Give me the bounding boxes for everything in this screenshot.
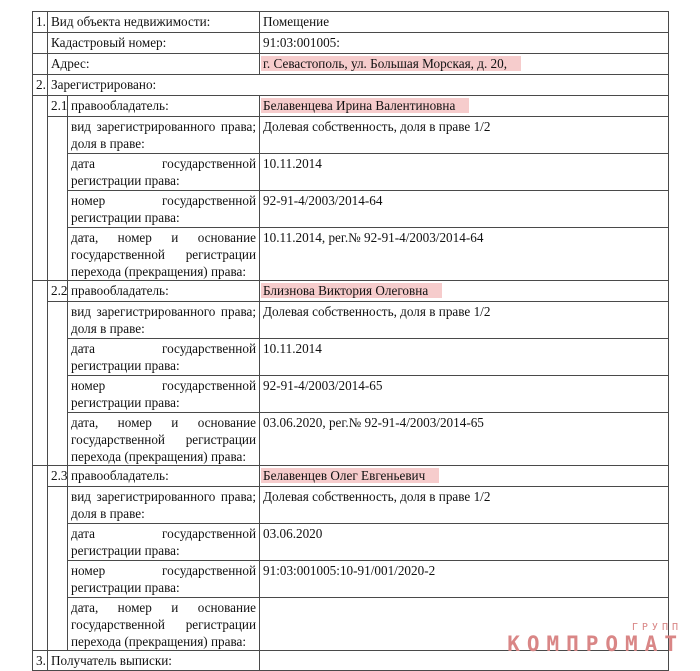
holder-number: 2.3 [48,466,68,487]
reg-number-value: 91:03:001005:10-91/001/2020-2 [260,561,669,598]
recipient-label: Получатель выписки: [48,651,260,671]
row-registered [33,75,669,96]
address-value [260,54,669,75]
right-type-value: Долевая собственность, доля в праве 1/2 [260,117,669,154]
reg-date-label: дата государственной регистрации права: [68,339,260,376]
address-highlight: г. Севастополь, ул. Большая Морская, д. 20, [261,56,521,71]
row-reg-date [33,339,669,376]
object-type-label: Вид объекта недвижимости: [48,12,260,33]
holder-name [260,281,669,302]
holder-label: правообладатель: [68,281,260,302]
reg-date-label: дата государственной регистрации права: [68,154,260,191]
holder-number: 2.2 [48,281,68,302]
row-reg-number [33,376,669,413]
holder-number: 2.1 [48,96,68,117]
holder-name-highlight: Белавенцева Ирина Валентиновна [261,98,469,113]
reg-number-label: номер государственной регистрации права: [68,561,260,598]
watermark-main: КОМПРОМАТ [507,632,684,656]
object-type-value: Помещение [260,12,669,33]
holder-label: правообладатель: [68,96,260,117]
row-object-type [33,12,669,33]
holder-label: правообладатель: [68,466,260,487]
row-transfer [33,228,669,281]
section-number: 1. [33,12,48,33]
right-type-value: Долевая собственность, доля в праве 1/2 [260,487,669,524]
holder-name-highlight: Белавенцев Олег Евгеньевич [261,468,439,483]
right-type-label: вид зарегистрированного права; доля в праве: [68,117,260,154]
transfer-value: 10.11.2014, рег.№ 92-91-4/2003/2014-64 [260,228,669,281]
row-holder [33,466,669,487]
watermark-top: ГРУПП [631,622,682,633]
transfer-label: дата, номер и основание государственной регистрации перехода (прекращения) права: [68,413,260,466]
right-type-value: Долевая собственность, доля в праве 1/2 [260,302,669,339]
reg-number-value: 92-91-4/2003/2014-65 [260,376,669,413]
reg-date-value: 03.06.2020 [260,524,669,561]
right-type-label: вид зарегистрированного права; доля в праве: [68,302,260,339]
row-reg-number [33,191,669,228]
address-label: Адрес: [48,54,260,75]
row-address [33,54,669,75]
cadastral-value: 91:03:001005: [260,33,669,54]
reg-number-label: номер государственной регистрации права: [68,191,260,228]
reg-number-value: 92-91-4/2003/2014-64 [260,191,669,228]
right-type-label: вид зарегистрированного права; доля в праве: [68,487,260,524]
reg-date-value: 10.11.2014 [260,154,669,191]
holder-name-highlight: Близнова Виктория Олеговна [261,283,442,298]
transfer-value: 03.06.2020, рег.№ 92-91-4/2003/2014-65 [260,413,669,466]
row-reg-date [33,524,669,561]
holder-name [260,96,669,117]
registry-extract-table [32,11,669,671]
row-transfer [33,413,669,466]
row-right-type [33,487,669,524]
row-holder [33,281,669,302]
transfer-label: дата, номер и основание государственной регистрации перехода (прекращения) права: [68,228,260,281]
row-reg-date [33,154,669,191]
section-number: 2. [33,75,48,96]
row-reg-number [33,561,669,598]
row-right-type [33,117,669,154]
reg-number-label: номер государственной регистрации права: [68,376,260,413]
section-number: 3. [33,651,48,671]
row-cadastral [33,33,669,54]
watermark-logo [507,623,684,655]
holder-name [260,466,669,487]
row-right-type [33,302,669,339]
reg-date-value: 10.11.2014 [260,339,669,376]
row-holder [33,96,669,117]
reg-date-label: дата государственной регистрации права: [68,524,260,561]
registered-label: Зарегистрировано: [48,75,669,96]
transfer-label: дата, номер и основание государственной регистрации перехода (прекращения) права: [68,598,260,651]
cadastral-label: Кадастровый номер: [48,33,260,54]
